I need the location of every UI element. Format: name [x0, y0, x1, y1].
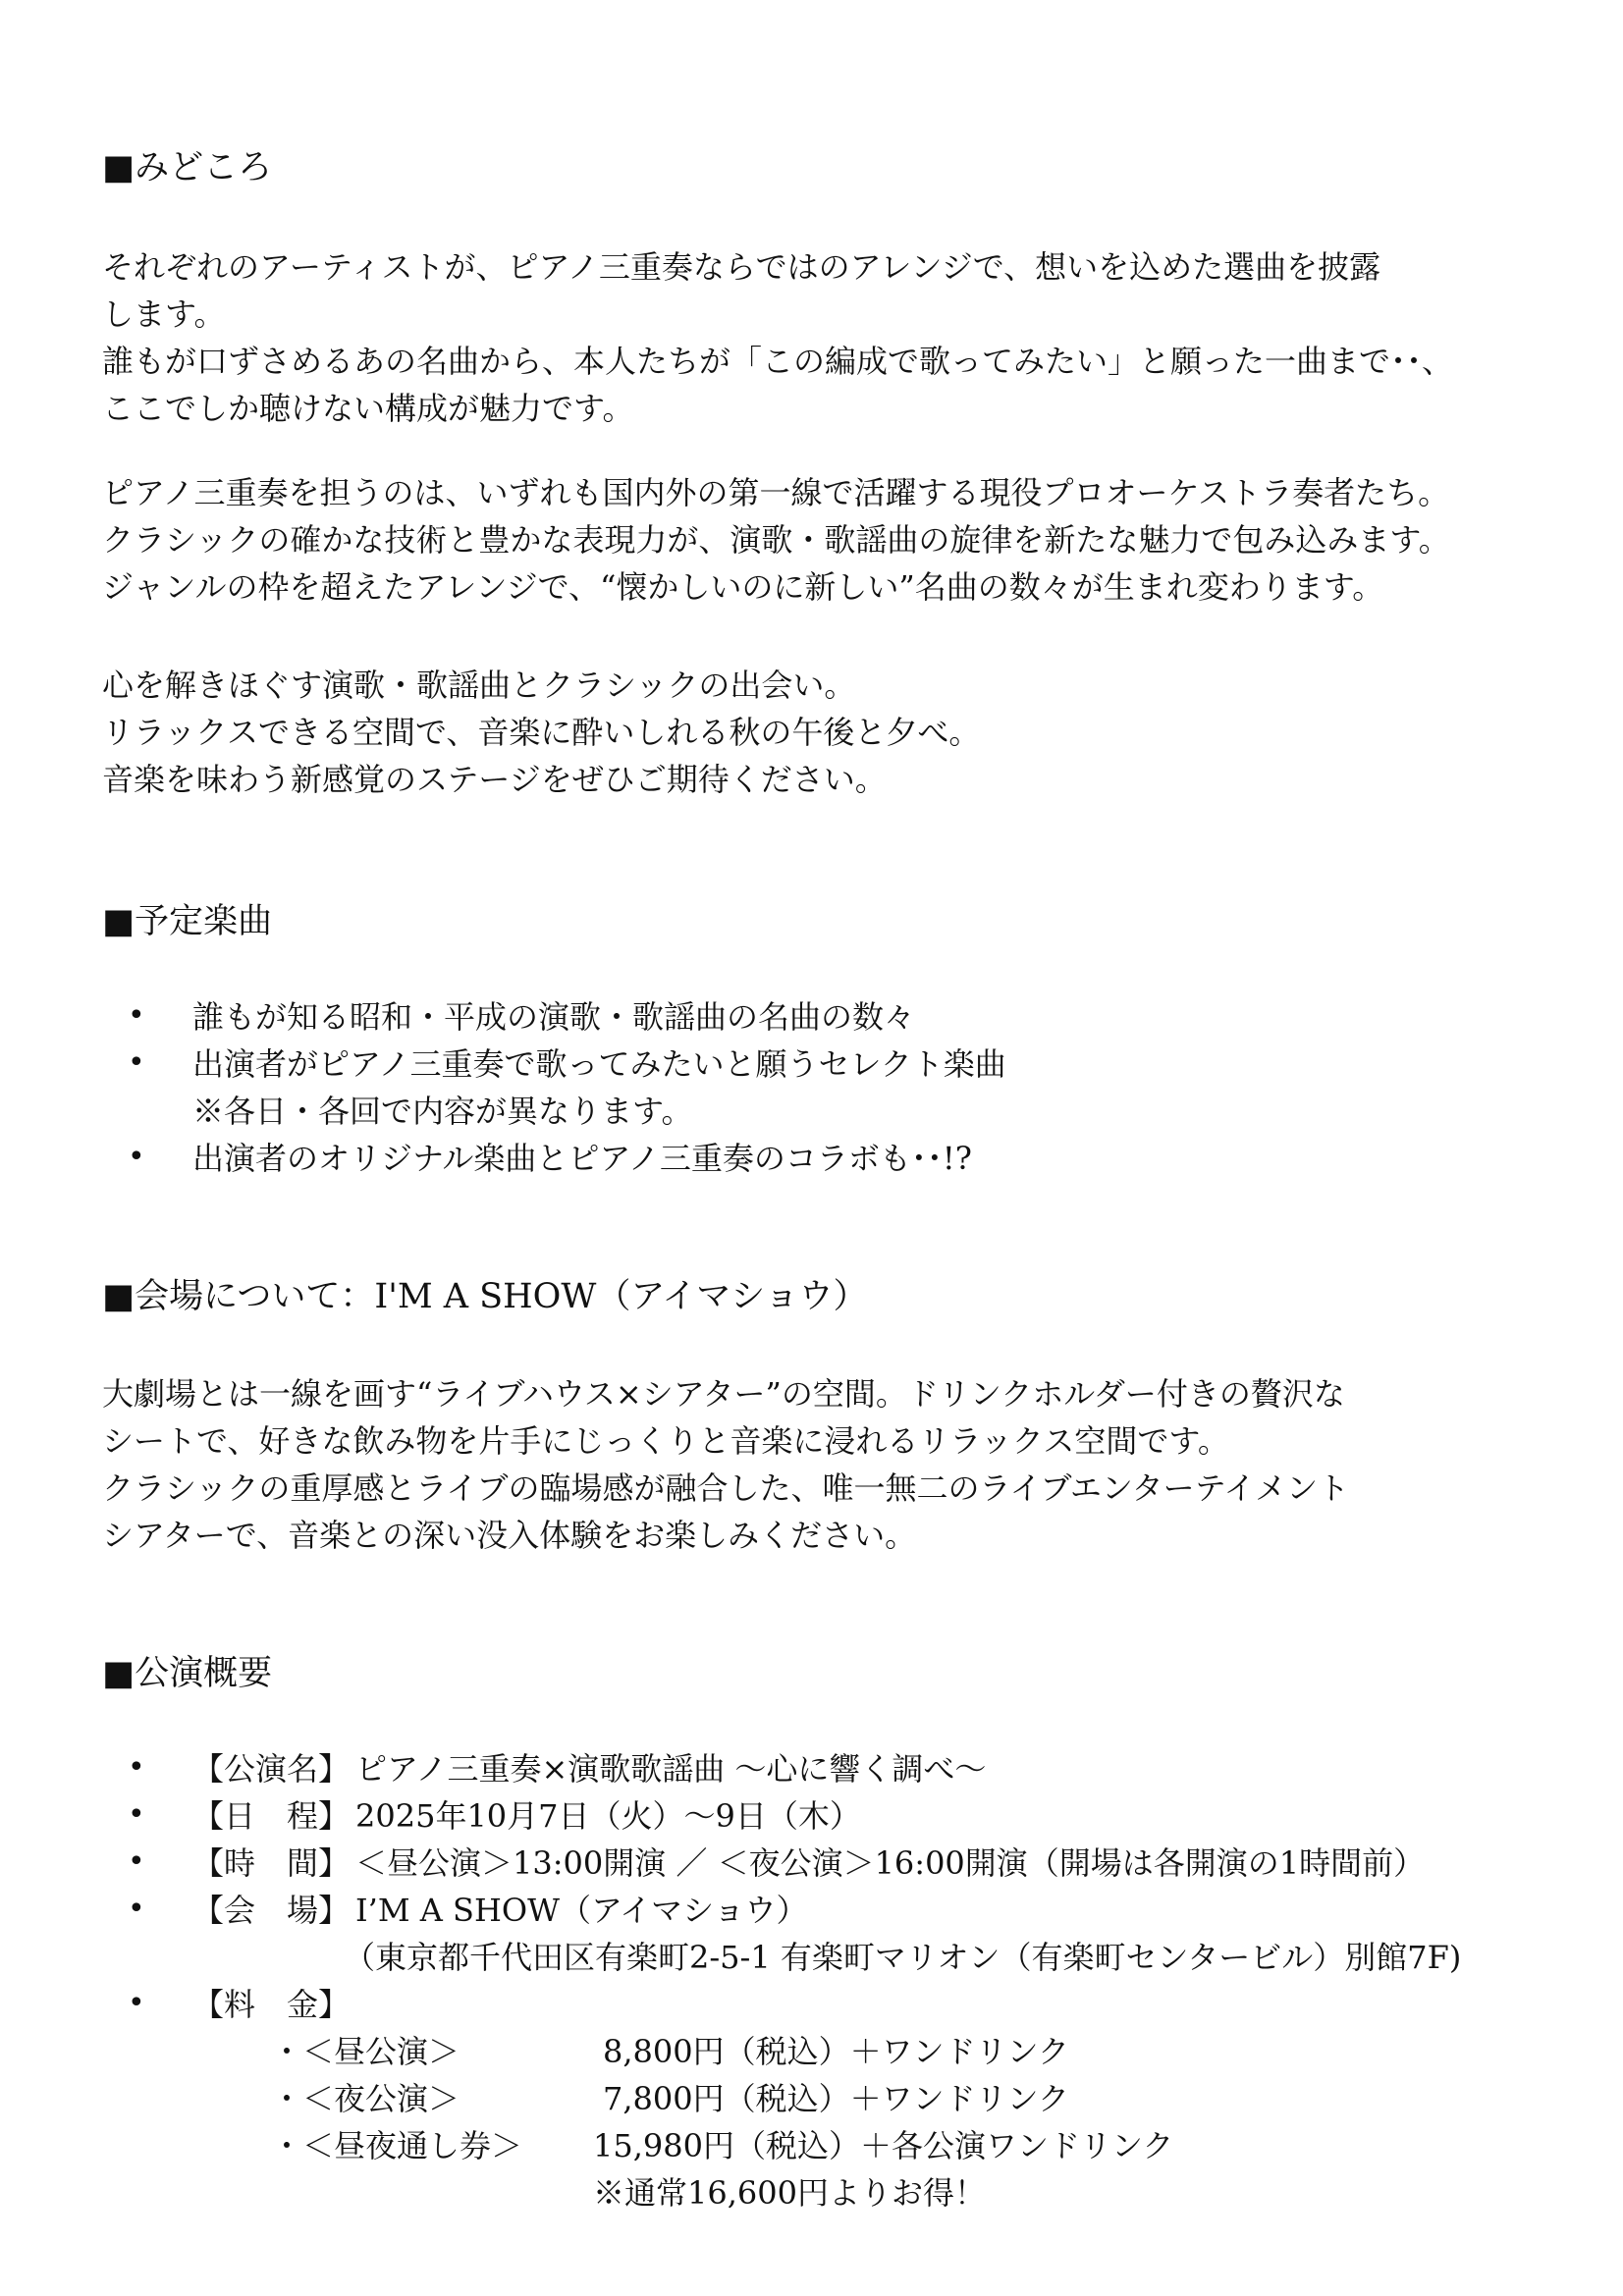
song-item-note: ※各日・各回で内容が異なります。 [192, 1093, 693, 1130]
overview-price-label: 【料 金】 [192, 1986, 351, 2023]
venue-line-2: シートで、好きな飲み物を片手にじっくりと音楽に浸れるリラックス空間です。 [102, 1422, 1229, 1460]
price-row-name: ・＜昼公演＞ [271, 2033, 460, 2070]
overview-date-label: 【日 程】 [192, 1797, 351, 1835]
song-item-2: 出演者がピアノ三重奏で歌ってみたいと願うセレクト楽曲 [192, 1045, 1006, 1083]
venue-line-1: 大劇場とは一線を画す“ライブハウス×シアター”の空間。ドリンクホルダー付きの贅沢な [102, 1375, 1345, 1413]
heading-overview: ■公演概要 [102, 1654, 273, 1693]
price-note: ※通常16,600円よりお得！ [593, 2174, 986, 2212]
price-row-name: ・＜夜公演＞ [271, 2080, 460, 2117]
bullet-dot: • [128, 998, 145, 1033]
price-row-name: ・＜昼夜通し券＞ [271, 2127, 523, 2164]
highlights-line-3: 誰もが口ずさめるあの名曲から、本人たちが「この編成で歌ってみたい」と願った一曲まで･･、 [102, 343, 1454, 380]
overview-time-value: ＜昼公演＞13:00開演 ／ ＜夜公演＞16:00開演（開場は各開演の1時間前） [355, 1844, 1426, 1882]
highlights-line-4: ここでしか聴けない構成が魅力です。 [102, 390, 634, 427]
heading-songs: ■予定楽曲 [102, 902, 273, 941]
venue-line-3: クラシックの重厚感とライブの臨場感が融合した、唯一無二のライブエンターテイメント [102, 1469, 1350, 1507]
highlights-line-5: ピアノ三重奏を担うのは、いずれも国内外の第一線で活躍する現役プロオーケストラ奏者たち。 [102, 474, 1450, 511]
heading-venue: ■会場について：I'M A SHOW（アイマショウ） [102, 1277, 868, 1316]
song-item-1: 誰もが知る昭和・平成の演歌・歌謡曲の名曲の数々 [192, 998, 916, 1036]
overview-title-value: ピアノ三重奏×演歌歌謡曲 〜心に響く調べ〜 [355, 1750, 987, 1788]
bullet-dot: • [128, 1844, 145, 1879]
overview-venue-label: 【会 場】 [192, 1892, 351, 1929]
heading-highlights: ■みどころ [102, 148, 273, 187]
price-row-amount: 8,800円（税込）＋ワンドリンク [603, 2033, 1069, 2070]
venue-line-4: シアターで、音楽との深い没入体験をお楽しみください。 [102, 1517, 917, 1554]
highlights-line-9: リラックスできる空間で、音楽に酔いしれる秋の午後と夕べ。 [102, 714, 981, 751]
price-row-amount: 15,980円（税込）＋各公演ワンドリンク [593, 2127, 1174, 2164]
bullet-dot: • [128, 1892, 145, 1926]
overview-time-label: 【時 間】 [192, 1844, 351, 1882]
overview-venue-address: （東京都千代田区有楽町2-5-1 有楽町マリオン（有楽町センタービル）別館7F) [344, 1939, 1462, 1976]
price-row-amount: 7,800円（税込）＋ワンドリンク [603, 2080, 1069, 2117]
bullet-dot: • [128, 1750, 145, 1785]
bullet-dot: • [128, 1045, 145, 1080]
highlights-line-8: 心を解きほぐす演歌・歌謡曲とクラシックの出会い。 [102, 667, 856, 704]
bullet-dot: • [128, 1986, 145, 2020]
song-item-3: 出演者のオリジナル楽曲とピアノ三重奏のコラボも･･!? [192, 1140, 972, 1177]
overview-date-value: 2025年10月7日（火）〜9日（木） [355, 1797, 861, 1835]
highlights-line-1: それぞれのアーティストが、ピアノ三重奏ならではのアレンジで、想いを込めた選曲を披露 [102, 248, 1381, 286]
highlights-line-2: します。 [102, 295, 226, 333]
overview-title-label: 【公演名】 [192, 1750, 351, 1788]
bullet-dot: • [128, 1140, 145, 1174]
highlights-line-6: クラシックの確かな技術と豊かな表現力が、演歌・歌謡曲の旋律を新たな魅力で包み込みます。 [102, 521, 1450, 559]
bullet-dot: • [128, 1797, 145, 1832]
highlights-line-10: 音楽を味わう新感覚のステージをぜひご期待ください。 [102, 761, 887, 798]
overview-venue-value: I’M A SHOW（アイマショウ） [355, 1892, 808, 1929]
highlights-line-7: ジャンルの枠を超えたアレンジで、“懐かしいのに新しい”名曲の数々が生まれ変わります。 [102, 568, 1384, 606]
